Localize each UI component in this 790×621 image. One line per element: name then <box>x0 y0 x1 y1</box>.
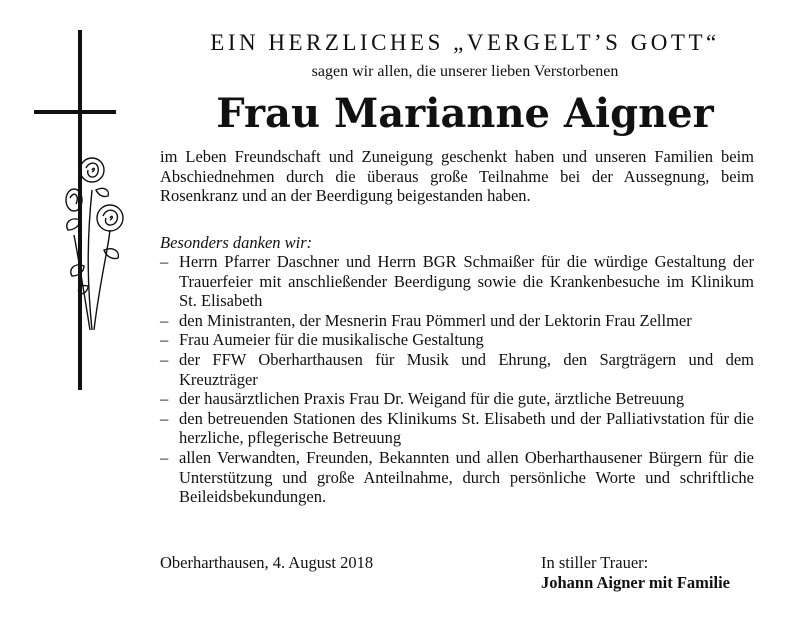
mourners-block <box>541 553 754 593</box>
notice-subline: sagen wir allen, die unserer lieben Verstorbenen <box>311 63 619 80</box>
mourning-label: In stiller Trauer: <box>541 553 649 572</box>
place-date: Oberharthausen, 4. August 2018 <box>160 553 374 572</box>
list-item: – den betreuenden Stationen des Klinikums St. Elisabeth und der Palliativstation für die herzliche, pflegerische Betreuung <box>160 409 754 448</box>
cross-icon <box>30 30 160 400</box>
list-item: – der FFW Oberharthausen für Musik und Ehrung, den Sargträgern und dem Kreuzträger <box>160 350 754 389</box>
list-item: – der hausärztlichen Praxis Frau Dr. Weigand für die gute, ärztliche Betreuung <box>160 389 754 409</box>
thanks-heading: Besonders danken wir: <box>160 233 313 252</box>
intro-paragraph: im Leben Freundschaft und Zuneigung geschenkt haben und unseren Familien beim Abschiednehmen durch die überaus große Teilnahme bei der Aussegnung, beim Rosenkranz und an der Beerdigung beigestanden haben. <box>160 147 754 206</box>
list-item: – Frau Aumeier für die musikalische Gestaltung <box>160 330 754 350</box>
list-item: – allen Verwandten, Freunden, Bekannten und allen Oberharthausener Bürgern für die Unterstützung und große Anteilnahme, durch persönliche Worte und schriftliche Beileidsbekundungen. <box>160 448 754 507</box>
list-item: – den Ministranten, der Mesnerin Frau Pömmerl und der Lektorin Frau Zellmer <box>160 311 754 331</box>
thanks-list <box>160 252 754 507</box>
notice-headline: EIN HERZLICHES „VERGELT’S GOTT“ <box>210 30 720 55</box>
roses-icon <box>66 158 123 330</box>
list-item: – Herrn Pfarrer Daschner und Herrn BGR Schmaißer für die würdige Gestaltung der Trauerfeier mit anschließender Beerdigung sowie die Krankenbesuche im Klinikum St. Elisabeth <box>160 252 754 311</box>
signature: Johann Aigner mit Familie <box>541 573 730 592</box>
deceased-name: Frau Marianne Aigner <box>216 90 714 137</box>
